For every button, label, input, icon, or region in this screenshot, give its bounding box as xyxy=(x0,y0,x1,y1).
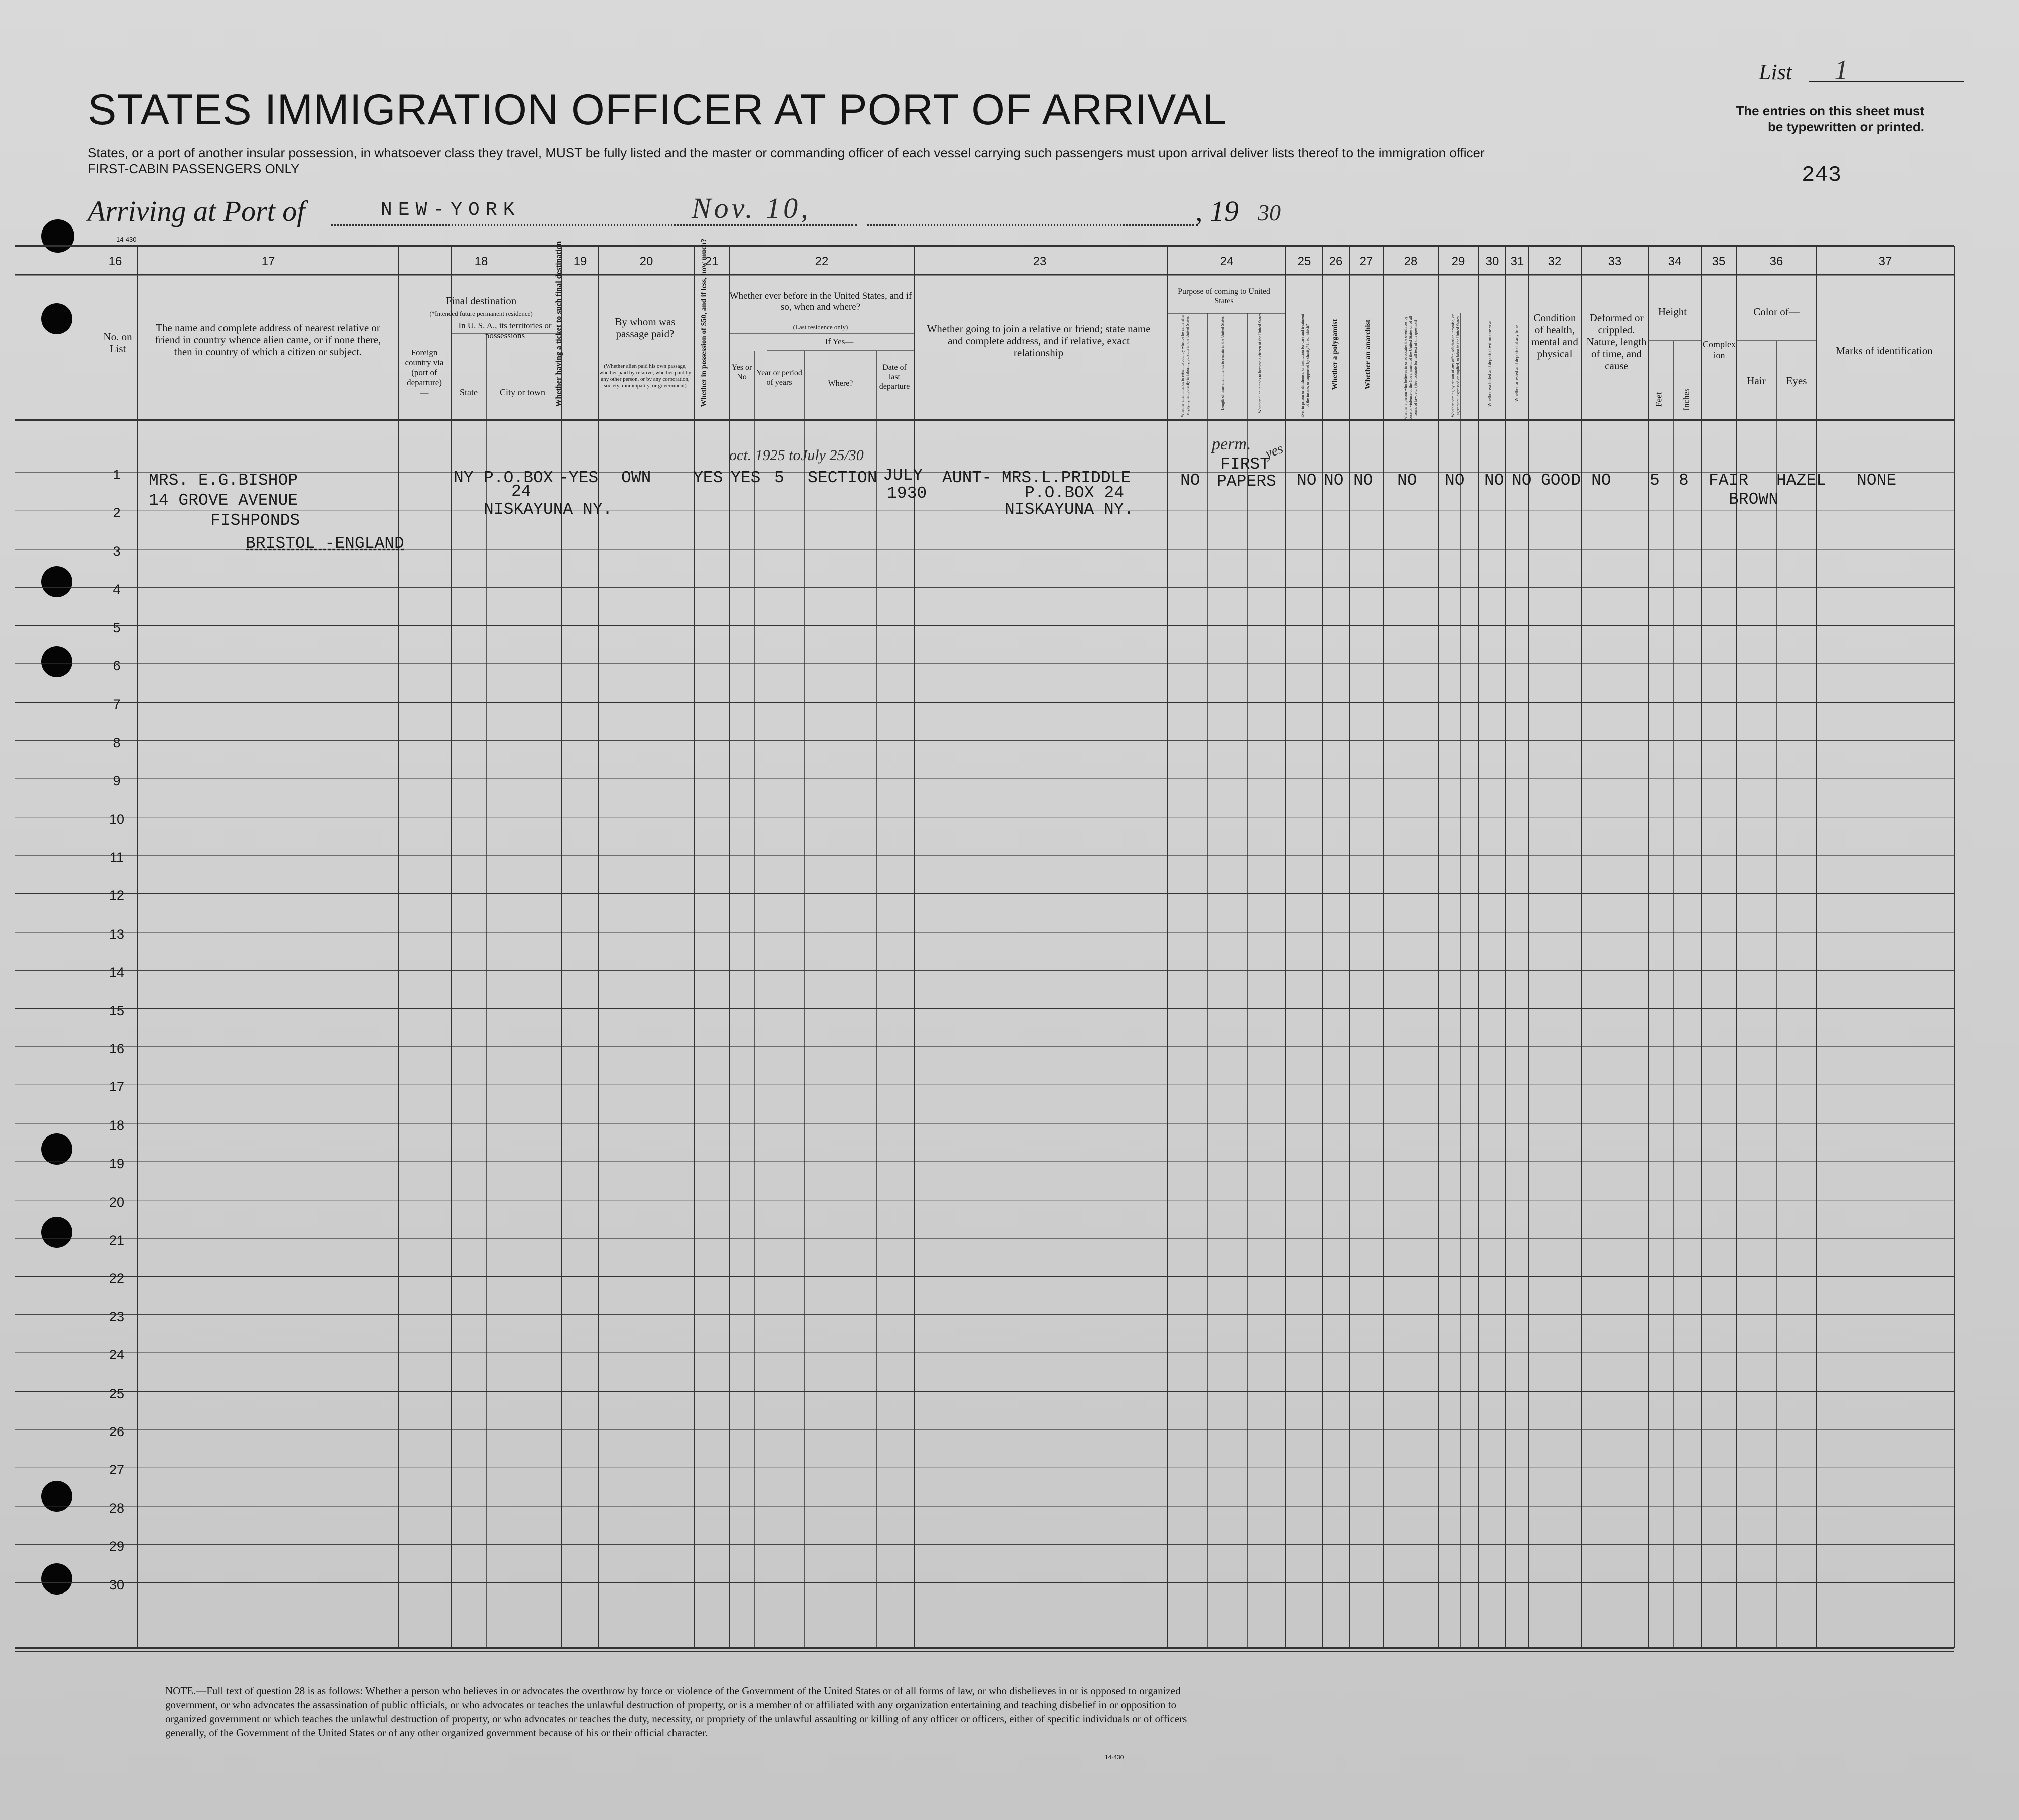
departure-line-1: JULY xyxy=(883,466,923,485)
arrested-value: NO xyxy=(1512,471,1532,490)
col-header-22-where: Where? xyxy=(828,379,853,388)
row-number: 19 xyxy=(109,1156,125,1172)
row-number: 11 xyxy=(109,850,124,865)
col-header-35: Complexion xyxy=(1703,339,1736,360)
overthrow-value: NO xyxy=(1397,471,1417,490)
column-number: 27 xyxy=(1359,255,1373,268)
col-header-31: Whether arrested and deported at any time xyxy=(1514,325,1519,402)
col-header-36-title: Color of— xyxy=(1753,306,1800,318)
col-header-28: Whether a person who believes in or advocates the overthrow by force or violence of the Government of the United States or of all forms of law, etc. (See footnote for full text of this question) xyxy=(1403,316,1418,421)
column-number: 36 xyxy=(1769,255,1783,268)
row-number: 8 xyxy=(113,735,121,750)
col-header-22-year: Year or period of years xyxy=(756,369,802,387)
col-header-20: By whom was passage paid? xyxy=(615,316,676,340)
column-number: 33 xyxy=(1608,255,1622,268)
row-number: 22 xyxy=(109,1271,125,1286)
column-number: 35 xyxy=(1712,255,1726,268)
column-number: 32 xyxy=(1548,255,1562,268)
list-number: 1 xyxy=(1834,55,1848,86)
row-number: 2 xyxy=(113,505,121,521)
row-number: 25 xyxy=(109,1386,125,1401)
row-number: 7 xyxy=(113,697,121,712)
row-number: 21 xyxy=(109,1233,125,1248)
col-header-37: Marks of identification xyxy=(1836,345,1933,357)
column-number: 16 xyxy=(108,255,122,268)
column-number: 30 xyxy=(1485,255,1499,268)
form-code-top: 14-430 xyxy=(116,236,137,243)
excluded-value: NO xyxy=(1484,471,1504,490)
col-header-23: Whether going to join a relative or friend; state name and complete address, and if relative, exact relationship xyxy=(927,323,1151,359)
row-number: 28 xyxy=(109,1500,125,1516)
row-number: 6 xyxy=(113,658,121,673)
relative-line-3: FISHPONDS xyxy=(210,511,300,530)
join-line-3: NISKAYUNA NY. xyxy=(1005,500,1134,519)
health-value: GOOD xyxy=(1541,471,1581,490)
col-header-36-eyes: Eyes xyxy=(1786,375,1807,387)
port-value: NEW-YORK xyxy=(381,199,521,221)
class-line: FIRST-CABIN PASSENGERS ONLY xyxy=(88,161,300,176)
col-header-24-c: Whether alien intends to become a citizen of the United States xyxy=(1258,313,1262,413)
col-header-22-title: Whether ever before in the United States, and if so, when and where? xyxy=(729,291,912,312)
col-header-18-city: City or town xyxy=(499,387,545,397)
column-number: 23 xyxy=(1033,255,1047,268)
col-header-26: Whether a polygamist xyxy=(1331,319,1339,390)
row-number: 10 xyxy=(109,811,125,827)
col-header-34-feet: Feet xyxy=(1654,392,1664,407)
row-number: 15 xyxy=(109,1003,125,1018)
col-header-18-usa: In U. S. A., its territories or possessions xyxy=(458,321,552,340)
col-header-18-title: Final destination xyxy=(445,295,517,307)
relative-line-4: BRISTOL -ENGLAND xyxy=(246,534,404,553)
eyes-value: HAZEL xyxy=(1776,471,1827,490)
form-code-bottom: 14-430 xyxy=(1105,1754,1124,1761)
feet-value: 5 xyxy=(1650,471,1660,490)
column-number: 20 xyxy=(639,255,653,268)
form-subtitle: States, or a port of another insular possession, in whatsoever class they travel, MUST be fully listed and the master or commanding officer of each vessel carrying such passengers must upon arrival deliver lists thereof to the immigration officer xyxy=(88,145,1485,160)
list-label: List xyxy=(1759,60,1792,84)
citizen-hand: yes xyxy=(1263,440,1285,462)
col-header-29: Whether coming by reason of any offer, solicitation, promise, or agreement, expressed or implied, to labor in the United States xyxy=(1451,314,1460,417)
length-hand: perm. xyxy=(1212,435,1251,453)
join-line-2: P.O.BOX 24 xyxy=(1025,484,1125,502)
page-number: 243 xyxy=(1802,163,1842,188)
column-number: 25 xyxy=(1297,255,1311,268)
passage-value: OWN xyxy=(621,469,651,487)
before-where-value: SECTION xyxy=(808,469,877,487)
row-number: 9 xyxy=(113,773,121,789)
row-number: 1 xyxy=(113,467,121,482)
col-header-22-yesno: Yes or No xyxy=(731,363,752,381)
col-header-30: Whether excluded and deported within one year xyxy=(1487,320,1492,407)
date-value: Nov. 10, xyxy=(692,192,811,224)
before-years-value: 5 xyxy=(774,469,784,487)
hair-value: BROWN xyxy=(1729,490,1779,509)
polygamist-value: NO xyxy=(1324,471,1344,490)
row-number: 4 xyxy=(113,582,121,597)
column-number: 31 xyxy=(1510,255,1524,268)
column-number: 34 xyxy=(1668,255,1682,268)
column-number: 18 xyxy=(474,255,488,268)
before-yes-value: YES xyxy=(731,469,761,487)
before-hand-note-1: oct. 1925 to xyxy=(729,447,801,464)
col-header-17: The name and complete address of nearest relative or friend in country whence alien came, or if none there, then in country of which a citizen or subject. xyxy=(155,322,381,358)
money-value: YES xyxy=(693,469,723,487)
row-number: 5 xyxy=(113,620,121,635)
column-number: 17 xyxy=(261,255,275,268)
col-header-34-inches: Inches xyxy=(1681,388,1691,411)
col-header-34-title: Height xyxy=(1658,306,1687,318)
year-suffix: 30 xyxy=(1258,200,1281,225)
row-number: 12 xyxy=(109,888,125,903)
marks-value: NONE xyxy=(1857,471,1897,490)
column-number: 26 xyxy=(1329,255,1343,268)
col-header-21: Whether in possession of $50, and if less, how much? xyxy=(700,238,708,407)
return-value: NO xyxy=(1180,471,1200,490)
col-header-24-title: Purpose of coming to United States xyxy=(1178,287,1270,305)
row-number: 27 xyxy=(109,1462,125,1478)
anarchist-value: NO xyxy=(1353,471,1373,490)
column-number: 24 xyxy=(1220,255,1234,268)
dest-city-line-2: 24 xyxy=(511,482,531,501)
col-header-25: Ever in prison or almshouse, or institution for care and treatment of the insane, or supported by charity? If so, which? xyxy=(1300,314,1310,418)
citizen-line-2: PAPERS xyxy=(1217,472,1276,491)
citizen-line-1: FIRST xyxy=(1220,455,1270,474)
row-number: 3 xyxy=(113,543,121,559)
dest-city-line-1: P.O.BOX xyxy=(484,469,553,487)
relative-line-2: 14 GROVE AVENUE xyxy=(149,491,298,510)
relative-line-1: MRS. E.G.BISHOP xyxy=(149,471,298,490)
row-number: 14 xyxy=(109,965,125,980)
dest-state: NY xyxy=(454,469,474,487)
typewrite-note-line-2: be typewritten or printed. xyxy=(1767,119,1924,134)
row-number: 17 xyxy=(109,1079,125,1095)
column-number: 21 xyxy=(705,255,719,268)
row-number: 23 xyxy=(109,1309,125,1324)
col-header-22-ifyes: If Yes— xyxy=(825,337,854,346)
row-number: 13 xyxy=(109,926,125,942)
dest-city-line-3: NISKAYUNA NY. xyxy=(484,500,613,519)
row-number: 26 xyxy=(109,1424,125,1439)
deformed-value: NO xyxy=(1591,471,1611,490)
complexion-value: FAIR xyxy=(1709,471,1749,490)
col-header-27: Whether an anarchist xyxy=(1364,319,1372,390)
row-number: 16 xyxy=(109,1041,125,1056)
inches-value: 8 xyxy=(1679,471,1689,490)
col-header-no: No. on List xyxy=(103,331,132,355)
col-header-24-b: Length of time alien intends to remain in the United States xyxy=(1220,316,1225,410)
col-header-24-a: Whether alien intends to return to country whence he came after engaging temporarily in laboring pursuits in the United States xyxy=(1180,314,1190,417)
ticket-value: -YES xyxy=(559,469,599,487)
form-title: STATES IMMIGRATION OFFICER AT PORT OF ARRIVAL xyxy=(88,86,1227,134)
offer-value: NO xyxy=(1445,471,1465,490)
col-header-33: Deformed or crippled. Nature, length of time, and cause xyxy=(1586,312,1647,372)
row-number: 24 xyxy=(109,1347,125,1363)
col-header-18-state: State xyxy=(460,387,478,397)
column-number: 22 xyxy=(815,255,829,268)
col-header-20-sub: (Whether alien paid his own passage, whether paid by relative, whether paid by any other person, or by any corporation, society, municipality, or government) xyxy=(599,363,691,389)
col-header-19: Whether having a ticket to such final destination xyxy=(554,241,563,407)
row-number: 20 xyxy=(109,1194,125,1210)
typewrite-note-line-1: The entries on this sheet must xyxy=(1736,103,1924,118)
year-prefix: , 19 xyxy=(1195,195,1239,227)
col-header-22-sub: (Last residence only) xyxy=(793,323,848,331)
before-hand-note-2: July 25/30 xyxy=(801,447,864,464)
prison-value: NO xyxy=(1297,471,1317,490)
col-header-36-hair: Hair xyxy=(1747,375,1766,387)
row-number: 29 xyxy=(109,1539,125,1554)
footnote-q28: NOTE.—Full text of question 28 is as follows: Whether a person who believes in or advocates the overthrow by force or violence of the Government of the United States or of all forms of law, or who disbelieves in or is opposed to organized government, or who advocates the assassination of public officials, or who advocates or teaches the unlawful destruction of property, or is a member of or affiliated with any organization entertaining and teaching disbelief in or opposition to organized government or which teaches the unlawful destruction of property, or who advocates or teaches the duty, necessity, or propriety of the unlawful assaulting or killing of any officer or officers, either of specific individuals or of officers generally, of the Government of the United States or of any other organized government because of his or their official character. xyxy=(165,1685,1187,1739)
departure-line-2: 1930 xyxy=(887,484,927,503)
col-header-18-foreign: Foreign country via (port of departure)— xyxy=(405,348,444,397)
row-number: 18 xyxy=(109,1117,125,1133)
col-header-32: Condition of health, mental and physical xyxy=(1531,312,1578,360)
col-header-18-sub: (*Intended future permanent residence) xyxy=(429,310,533,317)
column-number: 28 xyxy=(1404,255,1418,268)
column-number: 19 xyxy=(573,255,587,268)
join-line-1: AUNT- MRS.L.PRIDDLE xyxy=(942,469,1131,487)
column-number: 37 xyxy=(1878,255,1892,268)
column-number: 29 xyxy=(1451,255,1465,268)
arriving-label: Arriving at Port of xyxy=(88,195,305,227)
row-number: 30 xyxy=(109,1577,125,1592)
col-header-22-date: Date of last departure xyxy=(879,363,910,391)
